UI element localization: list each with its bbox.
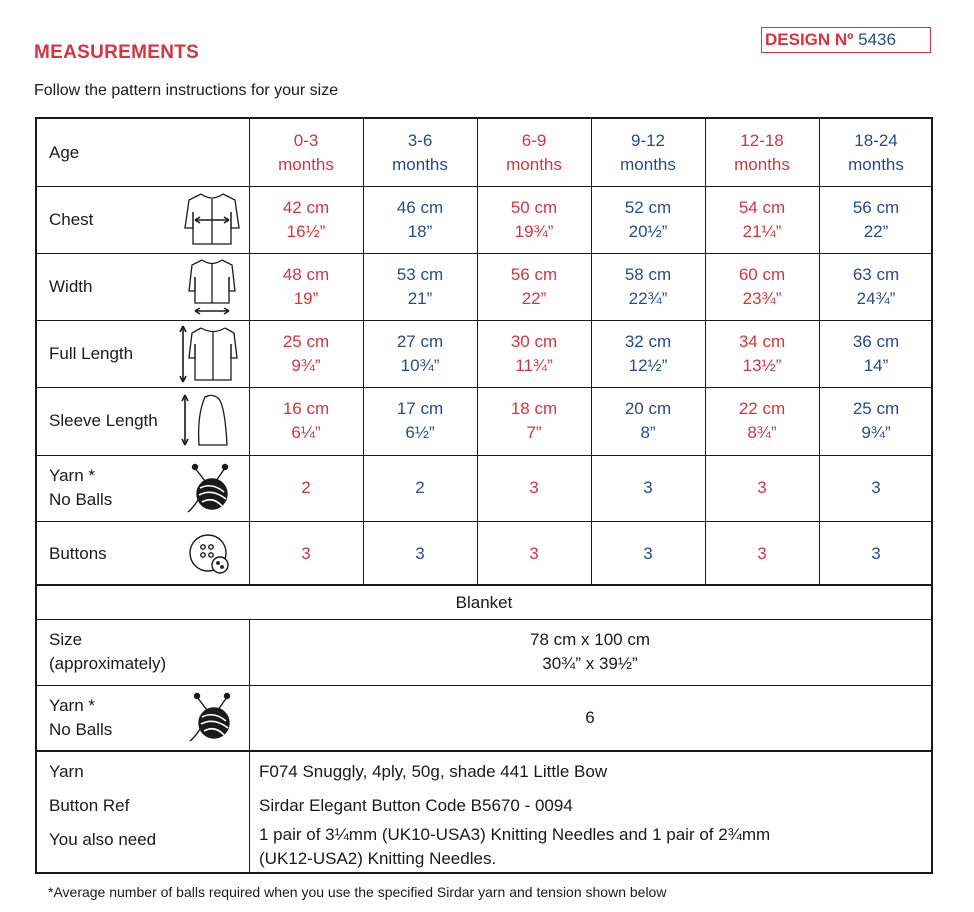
width-value-9-12: 58 cm 22¾” — [624, 264, 672, 308]
size-header-3-6: 3-6 months — [392, 130, 448, 174]
width-value-6-9: 56 cm 22” — [510, 264, 558, 308]
size-header-12-18: 12-18 months — [734, 130, 790, 174]
buttons-value-18-24: 3 — [871, 543, 881, 563]
full-length-icon — [177, 322, 241, 386]
yarn-balls-value-9-12: 3 — [643, 478, 653, 497]
sleeve-length-value-6-9: 18 cm 7” — [510, 399, 558, 442]
also-need-value-line2: (UK12-USA2) Knitting Needles. — [259, 849, 497, 868]
full-length-label: Full Length — [49, 343, 134, 363]
sleeve-length-value-18-24: 25 cm 9¾” — [852, 399, 900, 442]
yarn-balls-label: Yarn * No Balls — [49, 466, 113, 509]
hem-width-icon — [185, 255, 239, 317]
blanket-table — [35, 584, 933, 752]
buttons-value-9-12: 3 — [643, 543, 653, 563]
full-length-value-18-24: 36 cm 14” — [852, 331, 900, 375]
yarn-label: Yarn — [49, 762, 84, 781]
blanket-size-value: 78 cm x 100 cm 30¾” x 39½” — [530, 630, 650, 673]
subtitle: Follow the pattern instructions for your size — [34, 82, 339, 99]
design-number-box — [761, 27, 931, 53]
sleeve-length-icon — [179, 391, 229, 451]
chest-value-0-3: 42 cm 16½” — [282, 197, 330, 241]
age-label: Age — [49, 142, 80, 162]
yarn-ball-icon — [187, 691, 237, 745]
width-value-18-24: 63 cm 24¾” — [852, 264, 900, 308]
button-icon — [187, 532, 233, 578]
blanket-yarn-label: Yarn * No Balls — [49, 695, 113, 739]
sleeve-length-value-9-12: 20 cm 8” — [624, 399, 672, 442]
footnote: *Average number of balls required when you use the specified Sirdar yarn and tension shown below — [48, 884, 667, 900]
design-label: DESIGN Nº — [765, 30, 854, 49]
buttons-value-12-18: 3 — [757, 543, 767, 563]
sleeve-length-value-0-3: 16 cm 6¼” — [282, 399, 330, 442]
yarn-balls-value-0-3: 2 — [301, 478, 311, 497]
yarn-balls-value-6-9: 3 — [529, 478, 539, 497]
chest-width-icon — [181, 188, 243, 250]
buttons-value-3-6: 3 — [415, 543, 425, 563]
size-header-0-3: 0-3 months — [278, 130, 334, 174]
yarn-info-box — [35, 750, 933, 874]
width-value-0-3: 48 cm 19” — [282, 264, 330, 308]
page-title: MEASUREMENTS — [34, 42, 200, 63]
full-length-value-3-6: 27 cm 10¾” — [396, 331, 444, 375]
chest-value-18-24: 56 cm 22” — [852, 197, 900, 241]
full-length-value-12-18: 34 cm 13½” — [738, 331, 786, 375]
chest-label: Chest — [49, 209, 94, 229]
yarn-balls-value-12-18: 3 — [757, 478, 767, 497]
blanket-size-label: Size (approximately) — [49, 630, 167, 673]
chest-value-12-18: 54 cm 21¼” — [738, 197, 786, 241]
size-header-6-9: 6-9 months — [506, 130, 562, 174]
width-label: Width — [49, 276, 93, 296]
button-ref-label: Button Ref — [49, 796, 130, 815]
full-length-value-6-9: 30 cm 11¾” — [510, 331, 558, 375]
blanket-title: Blanket — [455, 592, 513, 612]
yarn-value: F074 Snuggly, 4ply, 50g, shade 441 Little Bow — [259, 762, 608, 781]
size-header-9-12: 9-12 months — [620, 130, 676, 174]
chest-value-6-9: 50 cm 19¾” — [510, 197, 558, 241]
chest-value-3-6: 46 cm 18” — [396, 197, 444, 241]
yarn-balls-value-3-6: 2 — [415, 478, 425, 497]
also-need-value-line1: 1 pair of 3¼mm (UK10-USA3) Knitting Needles and 1 pair of 2¾mm — [259, 825, 771, 844]
sleeve-length-value-3-6: 17 cm 6½” — [396, 399, 444, 442]
chest-value-9-12: 52 cm 20½” — [624, 197, 672, 241]
yarn-balls-value-18-24: 3 — [871, 478, 881, 497]
blanket-yarn-value: 6 — [585, 707, 595, 727]
sleeve-length-value-12-18: 22 cm 8¾” — [738, 399, 786, 442]
size-header-18-24: 18-24 months — [848, 130, 904, 174]
measurements-table — [35, 117, 933, 586]
sleeve-length-label: Sleeve Length — [49, 411, 158, 430]
also-need-label: You also need — [49, 830, 157, 849]
buttons-label: Buttons — [49, 543, 107, 563]
full-length-value-0-3: 25 cm 9¾” — [282, 331, 330, 375]
full-length-value-9-12: 32 cm 12½” — [624, 331, 672, 375]
button-ref-value: Sirdar Elegant Button Code B5670 - 0094 — [259, 796, 573, 815]
design-number: 5436 — [858, 30, 896, 49]
buttons-value-6-9: 3 — [529, 543, 539, 563]
buttons-value-0-3: 3 — [301, 543, 311, 563]
width-value-3-6: 53 cm 21” — [396, 264, 444, 308]
width-value-12-18: 60 cm 23¾” — [738, 264, 786, 308]
yarn-ball-icon — [185, 462, 235, 516]
